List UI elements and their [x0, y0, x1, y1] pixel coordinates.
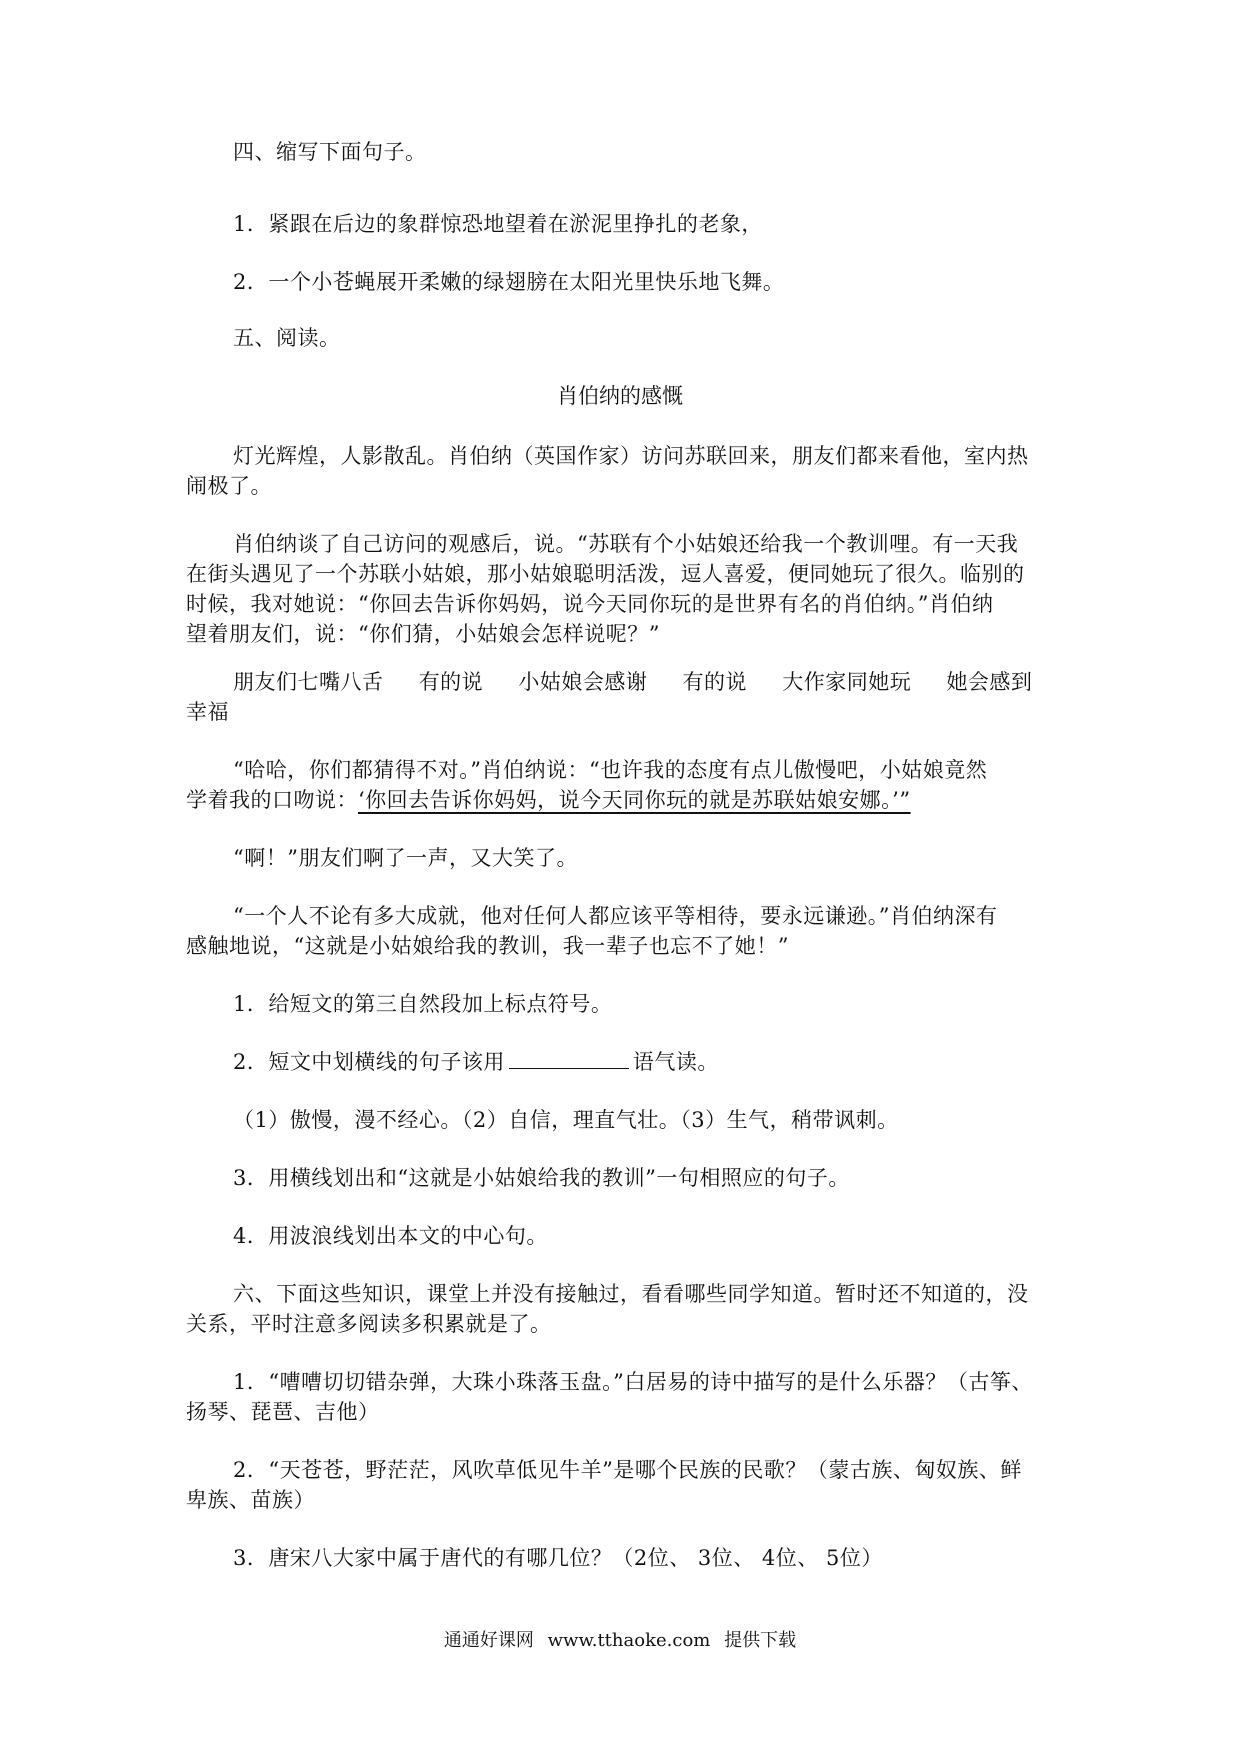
footer-url[interactable]: www.tthaoke.com [547, 1630, 711, 1651]
p3-part-1: 朋友们七嘴八舌 [233, 670, 384, 694]
section4-heading: 四、缩写下面句子。 [233, 140, 427, 164]
section6-heading-line1: 六、下面这些知识，课堂上并没有接触过，看看哪些同学知道。暂时还不知道的，没 [233, 1282, 1029, 1306]
footer-site-name: 通通好课网 [443, 1630, 534, 1651]
passage-p4-line2 [186, 784, 911, 816]
underlined-sentence: ‘你回去告诉你妈妈，说今天同你玩的就是苏联姑娘安娜。’” [358, 788, 911, 812]
section6-question-1-line2: 扬琴、琵琶、吉他） [186, 1400, 380, 1424]
section5-question-1: 1．给短文的第三自然段加上标点符号。 [233, 992, 613, 1016]
p3-part-3: 小姑娘会感谢 [518, 670, 648, 694]
answer-blank [509, 1048, 629, 1069]
section4-question-1: 1．紧跟在后边的象群惊恐地望着在淤泥里挣扎的老象， [233, 212, 763, 236]
section5-question-3: 3．用横线划出和“这就是小姑娘给我的教训”一句相照应的句子。 [233, 1166, 850, 1190]
p3-part-6: 她会感到 [946, 670, 1033, 694]
section6-question-3: 3．唐宋八大家中属于唐代的有哪几位？（2位、 3位、 4位、 5位） [233, 1546, 883, 1570]
section5-heading: 五、阅读。 [233, 326, 341, 350]
passage-title: 肖伯纳的感慨 [557, 384, 683, 408]
p3-part-5: 大作家同她玩 [782, 670, 912, 694]
passage-p1-line1: 灯光辉煌，人影散乱。肖伯纳（英国作家）访问苏联回来，朋友们都来看他，室内热 [233, 444, 1029, 468]
page-footer [0, 1628, 1240, 1654]
passage-p5: “啊！”朋友们啊了一声，又大笑了。 [233, 846, 578, 870]
passage-p1-line2: 闹极了。 [186, 474, 272, 498]
passage-p3-line2: 幸福 [186, 700, 229, 724]
q2-suffix: 语气读。 [632, 1050, 719, 1074]
section6-question-2-line2: 卑族、苗族） [186, 1488, 315, 1512]
section4-question-2: 2．一个小苍蝇展开柔嫩的绿翅膀在太阳光里快乐地飞舞。 [233, 270, 785, 294]
passage-p2-line2: 在街头遇见了一个苏联小姑娘，那小姑娘聪明活泼，逗人喜爱，便同她玩了很久。临别的 [186, 562, 1025, 586]
section5-question-2 [233, 1046, 719, 1078]
section6-question-1-line1: 1．“嘈嘈切切错杂弹，大珠小珠落玉盘。”白居易的诗中描写的是什么乐器？（古筝、 [233, 1370, 1033, 1394]
section5-question-2-options: （1）傲慢，漫不经心。（2）自信，理直气壮。（3）生气，稍带讽刺。 [233, 1108, 899, 1132]
p4-prefix: 学着我的口吻说： [186, 788, 358, 812]
section6-heading-line2: 关系，平时注意多阅读多积累就是了。 [186, 1312, 552, 1336]
passage-p2-line3: 时候，我对她说：“你回去告诉你妈妈，说今天同你玩的是世界有名的肖伯纳。”肖伯纳 [186, 592, 994, 616]
q2-prefix: 2．短文中划横线的句子该用 [233, 1050, 505, 1074]
footer-suffix: 提供下载 [724, 1630, 797, 1651]
passage-p2-line1: 肖伯纳谈了自己访问的观感后，说。“苏联有个小姑娘还给我一个教训哩。有一天我 [233, 532, 1019, 556]
passage-p3-line1 [233, 666, 1032, 698]
p3-part-2: 有的说 [418, 670, 484, 694]
passage-p2-line4: 望着朋友们，说：“你们猜，小姑娘会怎样说呢？” [186, 622, 660, 646]
passage-p6-line2: 感触地说，“这就是小姑娘给我的教训，我一辈子也忘不了她！” [186, 934, 789, 958]
p3-part-4: 有的说 [682, 670, 748, 694]
passage-p6-line1: “一个人不论有多大成就，他对任何人都应该平等相待，要永远谦逊。”肖伯纳深有 [233, 904, 998, 928]
passage-p4-line1: “哈哈，你们都猜得不对。”肖伯纳说：“也许我的态度有点儿傲慢吧，小姑娘竟然 [233, 758, 988, 782]
section5-question-4: 4．用波浪线划出本文的中心句。 [233, 1224, 548, 1248]
section6-question-2-line1: 2．“天苍苍，野茫茫，风吹草低见牛羊”是哪个民族的民歌？（蒙古族、匈奴族、鲜 [233, 1458, 1022, 1482]
